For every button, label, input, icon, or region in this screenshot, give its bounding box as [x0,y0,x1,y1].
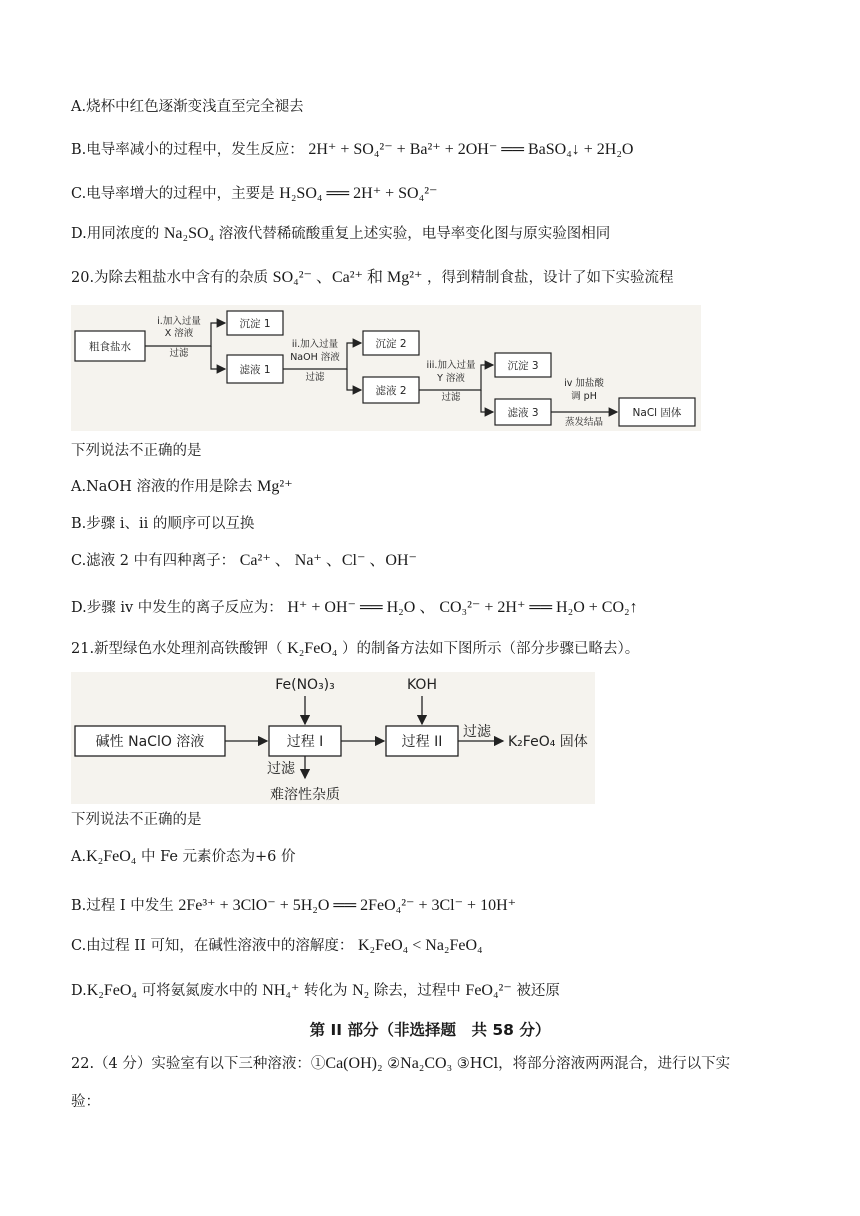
q20-step4-line1: iv 加盐酸 [564,378,604,389]
q22-stem-continuation: 验： [71,1094,100,1110]
q19-option-d-post: 溶液代替稀硫酸重复上述实验，电导率变化图与原实验图相同 [218,226,611,242]
q21-option-d-pre: D. [71,983,87,999]
q19-option-c [71,184,437,204]
q20-precip2-label: 沉淀 2 [375,338,407,350]
q22-solution-2: Na₂CO₃ [400,1055,453,1072]
q20-step1-line2: X 溶液 [164,328,194,339]
q21-option-c-equation: K₂FeO₄ < Na₂FeO₄ [357,937,483,954]
q21-reagent1-label: Fe(NO₃)₃ [275,677,335,693]
q20-option-c-text: C.滤液 2 中有四种离子： [71,553,236,569]
q21-stem-chem: K₂FeO₄ [287,640,338,657]
q21-option-b-equation: 2Fe³⁺ + 3ClO⁻ + 5H₂O ══ 2FeO₄²⁻ + 3Cl⁻ + 10H⁺ [178,897,517,914]
q20-filtrate2-label: 滤液 2 [375,385,407,397]
q21-option-b-text: B.过程 I 中发生 [71,898,174,914]
q19-option-b [71,140,633,160]
q21-process2-label: 过程 II [401,734,443,750]
q21-prompt: 下列说法不正确的是 [71,812,202,828]
q21-filter2-label: 过滤 [463,724,491,740]
q19-option-c-text: C.电导率增大的过程中，主要是 [71,186,275,202]
q20-option-d-text: D.步骤 iv 中发生的离子反应为： [71,600,283,616]
q22-solution-2-pre: ② [387,1056,401,1072]
q21-product-label: K₂FeO₄ 固体 [508,734,588,750]
q21-start-label: 碱性 NaClO 溶液 [95,734,205,750]
q19-option-a: A.烧杯中红色逐渐变浅直至完全褪去 [71,99,304,115]
q21-flow-diagram [71,672,595,804]
q20-step4-line3: 蒸发结晶 [564,417,604,428]
q19-option-d-pre: D.用同浓度的 [71,226,160,242]
q20-step4-line2: 调 pH [571,391,597,402]
q21-filter1-label: 过滤 [267,761,295,777]
q20-option-a [71,477,293,497]
q19-option-b-text: B.电导率减小的过程中，发生反应： [71,142,304,158]
q20-option-b: B.步骤 i、ii 的顺序可以互换 [71,516,255,532]
q20-option-d-equation: H⁺ + OH⁻ ══ H₂O 、 CO₃²⁻ + 2H⁺ ══ H₂O + CO₂↑ [287,599,638,616]
q21-option-c-text: C.由过程 II 可知，在碱性溶液中的溶解度： [71,938,354,954]
q20-flow-svg [71,305,701,431]
q20-filtrate3-label: 滤液 3 [507,407,539,419]
q21-flow-svg [71,672,595,804]
q21-option-c [71,936,483,956]
q20-option-a-text: A.NaOH 溶液的作用是除去 [71,479,253,495]
q21-option-d-n2: N₂ [352,982,370,999]
q21-option-d-ion2: FeO₄²⁻ [465,982,512,999]
q20-step1-line1: i.加入过量 [157,316,201,327]
q21-process1-label: 过程 I [286,734,324,750]
q21-option-d-mid3: 除去，过程中 [373,983,461,999]
q21-stem [71,639,639,659]
q21-impurity-label: 难溶性杂质 [270,787,340,803]
q20-step2-line1: ii.加入过量 [291,339,339,350]
q20-step2-line3: 过滤 [305,372,325,383]
q21-option-d-mid1: 可将氨氮废水中的 [141,983,258,999]
q20-option-c [71,551,417,571]
q21-option-a-pre: A. [71,849,87,865]
q19-option-b-equation: 2H⁺ + SO₄²⁻ + Ba²⁺ + 2OH⁻ ══ BaSO₄↓ + 2H₂O [308,141,634,158]
q20-step3-line2: Y 溶液 [437,373,465,384]
q21-option-a [71,847,296,867]
q21-option-d-chem: K₂FeO₄ [86,982,137,999]
q21-stem-post: ）的制备方法如下图所示（部分步骤已略去）。 [342,641,640,657]
q22-stem [71,1054,730,1074]
q20-stem [71,268,674,288]
q20-option-c-ions: Ca²⁺ 、 Na⁺ 、Cl⁻ 、OH⁻ [239,552,417,569]
q20-step2-line2: NaOH 溶液 [290,352,340,363]
q20-precip3-label: 沉淀 3 [507,360,539,372]
q22-stem-pre: 22.（4 分）实验室有以下三种溶液：① [71,1056,326,1072]
q20-start-label: 粗食盐水 [89,341,131,353]
q21-option-d-post: 被还原 [516,983,560,999]
q21-option-a-post: 中 Fe 元素价态为+6 价 [140,849,296,865]
q21-option-b [71,896,516,916]
q21-option-a-chem: K₂FeO₄ [86,848,137,865]
q20-product-label: NaCl 固体 [632,407,682,419]
q20-step1-line3: 过滤 [169,348,189,359]
q20-prompt: 下列说法不正确的是 [71,443,202,459]
q20-option-d [71,598,638,618]
q20-option-a-ion: Mg²⁺ [257,478,293,495]
q21-option-d [71,981,560,1001]
q20-filtrate1-label: 滤液 1 [239,364,271,376]
q20-step3-line3: 过滤 [441,392,461,403]
q20-step3-line1: iii.加入过量 [426,360,476,371]
q19-option-d [71,224,610,244]
q21-reagent2-label: KOH [407,677,437,693]
q20-stem-ions: SO₄²⁻ 、Ca²⁺ 和 Mg²⁺ [272,269,423,286]
q22-solution-3: ③HCl，将部分溶液两两混合，进行以下实 [456,1056,731,1072]
q21-option-d-mid2: 转化为 [303,983,348,999]
q20-precip1-label: 沉淀 1 [239,318,271,330]
q20-stem-pre: 20.为除去粗盐水中含有的杂质 [71,270,269,286]
q21-stem-pre: 21.新型绿色水处理剂高铁酸钾（ [71,641,283,657]
section-title: 第 II 部分（非选择题 共 58 分） [309,1021,551,1039]
q19-option-d-chem: Na₂SO₄ [163,225,215,242]
q19-option-c-equation: H₂SO₄ ══ 2H⁺ + SO₄²⁻ [279,185,438,202]
q22-solution-1: Ca(OH)₂ [325,1055,383,1072]
q20-flow-diagram [71,305,701,431]
q21-option-d-ion: NH₄⁺ [262,982,300,999]
q20-stem-post: ，得到精制食盐，设计了如下实验流程 [427,270,674,286]
